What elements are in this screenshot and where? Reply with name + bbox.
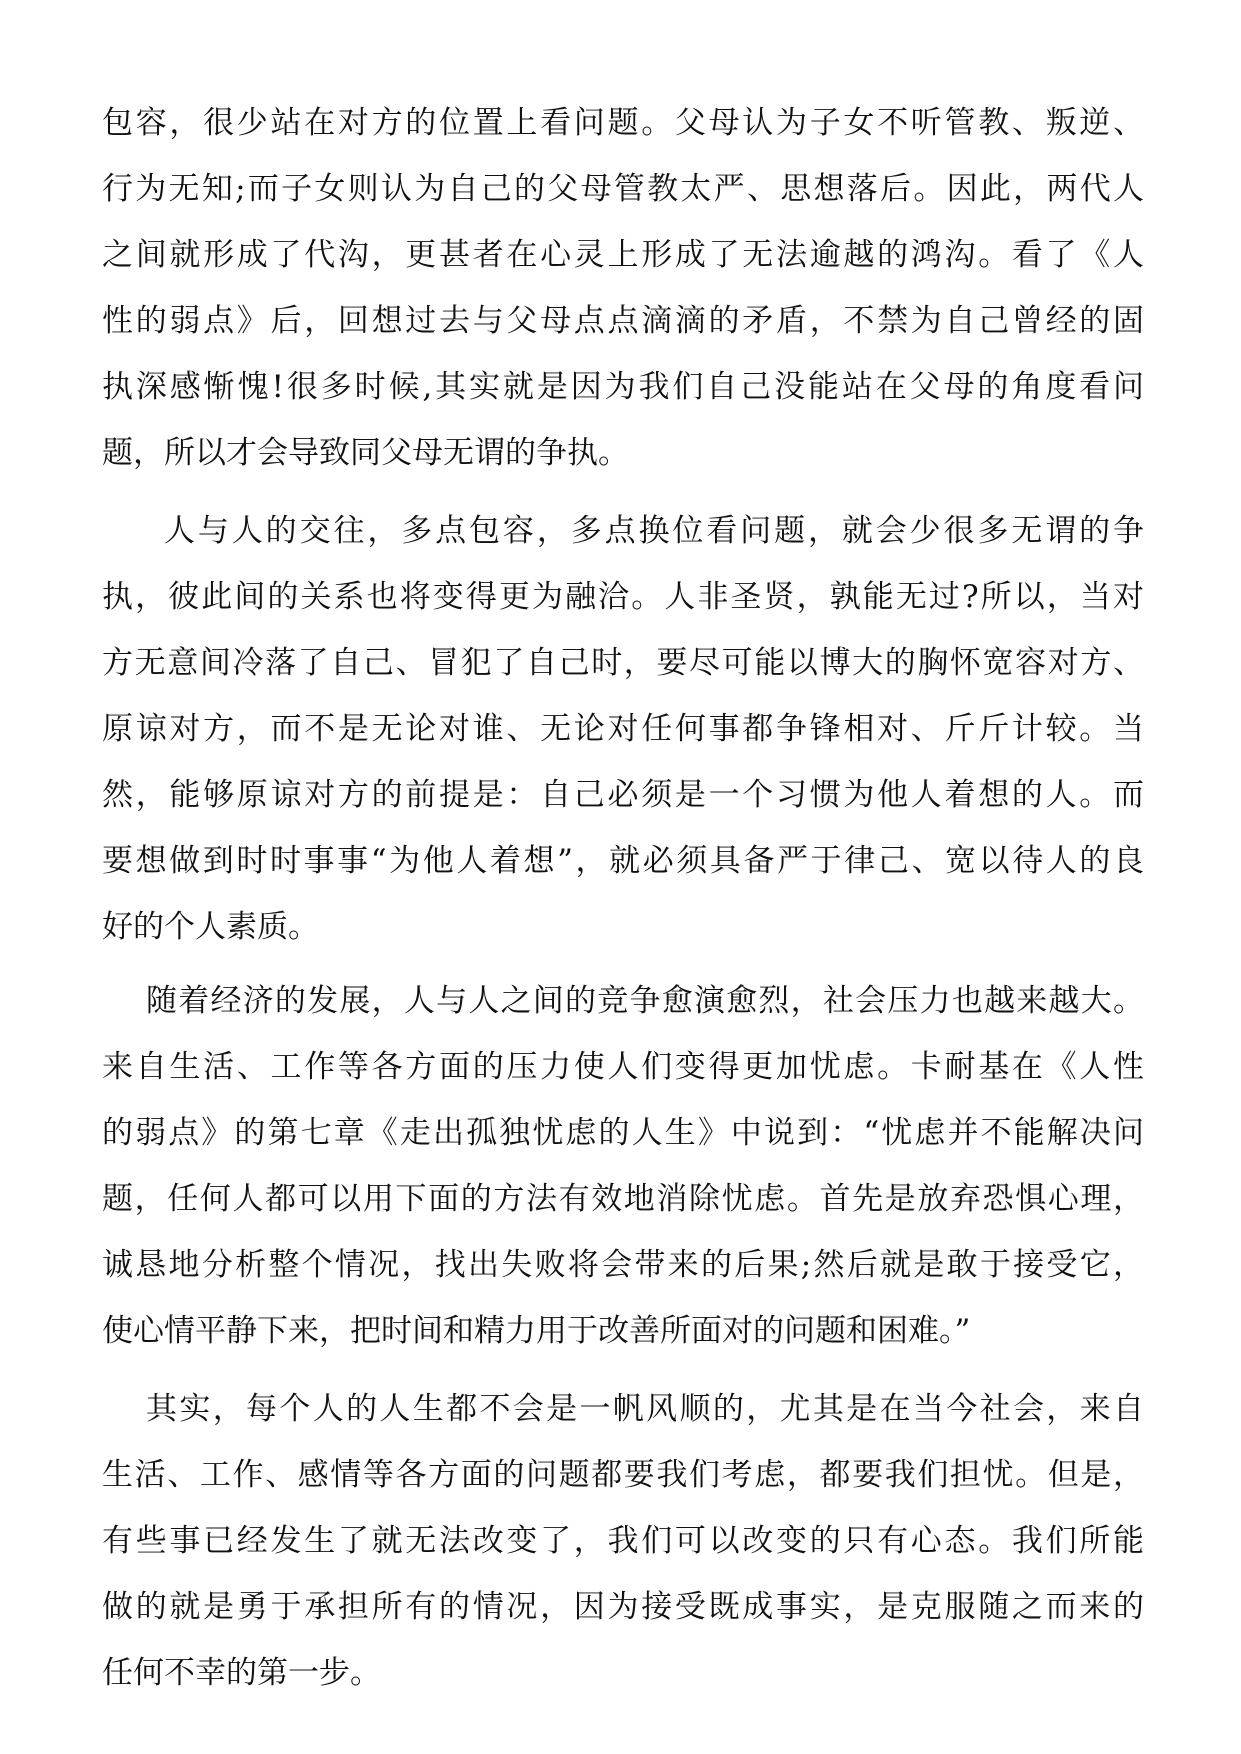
text-line: 人与人的交往，多点包容，多点换位看问题，就会少很多无谓的争 bbox=[164, 513, 1144, 549]
text-line: 有些事已经发生了就无法改变了，我们可以改变的只有心态。我们所能 bbox=[102, 1523, 1144, 1559]
text-line: 然，能够原谅对方的前提是：自己必须是一个习惯为他人着想的人。而 bbox=[102, 777, 1144, 813]
paragraph-4 bbox=[102, 1376, 1144, 1706]
text-line: 的弱点》的第七章《走出孤独忧虑的人生》中说到：“忧虑并不能解决问 bbox=[102, 1115, 1144, 1151]
paragraph-3 bbox=[102, 968, 1144, 1364]
document-body bbox=[102, 90, 1144, 1706]
text-line: 生活、工作、感情等各方面的问题都要我们考虑，都要我们担忧。但是， bbox=[102, 1457, 1144, 1493]
text-line: 任何不幸的第一步。 bbox=[102, 1655, 381, 1691]
text-line: 做的就是勇于承担所有的情况，因为接受既成事实，是克服随之而来的 bbox=[102, 1589, 1144, 1625]
text-line: 执深感惭愧!很多时候,其实就是因为我们自己没能站在父母的角度看问 bbox=[102, 369, 1144, 405]
text-line: 来自生活、工作等各方面的压力使人们变得更加忧虑。卡耐基在《人性 bbox=[102, 1049, 1144, 1085]
text-line: 方无意间冷落了自己、冒犯了自己时，要尽可能以博大的胸怀宽容对方、 bbox=[102, 645, 1144, 681]
text-line: 行为无知;而子女则认为自己的父母管教太严、思想落后。因此，两代人 bbox=[102, 171, 1144, 207]
text-line: 诚恳地分析整个情况，找出失败将会带来的后果;然后就是敢于接受它， bbox=[102, 1247, 1144, 1283]
text-line: 包容，很少站在对方的位置上看问题。父母认为子女不听管教、叛逆、 bbox=[102, 105, 1144, 141]
text-line: 随着经济的发展，人与人之间的竞争愈演愈烈，社会压力也越来越大。 bbox=[146, 983, 1144, 1019]
text-line: 其实，每个人的人生都不会是一帆风顺的，尤其是在当今社会，来自 bbox=[146, 1391, 1144, 1427]
paragraph-2 bbox=[102, 498, 1144, 960]
text-line: 题，任何人都可以用下面的方法有效地消除忧虑。首先是放弃恐惧心理， bbox=[102, 1181, 1144, 1217]
text-line: 执，彼此间的关系也将变得更为融洽。人非圣贤，孰能无过?所以，当对 bbox=[102, 579, 1144, 615]
text-line: 好的个人素质。 bbox=[102, 909, 319, 945]
text-line: 使心情平静下来，把时间和精力用于改善所面对的问题和困难。” bbox=[102, 1313, 971, 1349]
text-line: 要想做到时时事事“为他人着想”，就必须具备严于律己、宽以待人的良 bbox=[102, 843, 1144, 879]
text-line: 题，所以才会导致同父母无谓的争执。 bbox=[102, 435, 629, 471]
text-line: 性的弱点》后，回想过去与父母点点滴滴的矛盾，不禁为自己曾经的固 bbox=[102, 303, 1144, 339]
paragraph-1 bbox=[102, 90, 1144, 486]
text-line: 之间就形成了代沟，更甚者在心灵上形成了无法逾越的鸿沟。看了《人 bbox=[102, 237, 1144, 273]
text-line: 原谅对方，而不是无论对谁、无论对任何事都争锋相对、斤斤计较。当 bbox=[102, 711, 1144, 747]
